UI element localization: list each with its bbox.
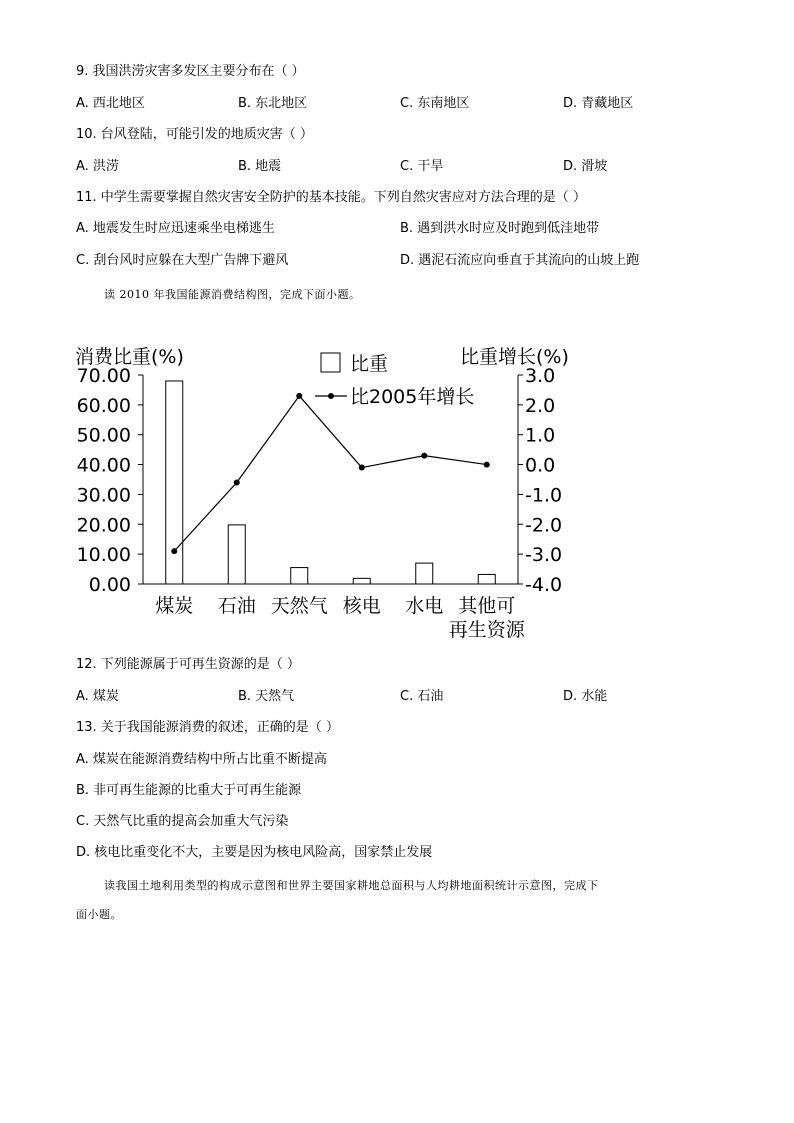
growth-point-6 (484, 462, 490, 468)
right-tick-label: -2.0 (525, 514, 563, 537)
next-section-intro-line-2: 面小题。 (76, 908, 122, 921)
right-tick-label: -3.0 (525, 544, 563, 567)
legend-bar-swatch (321, 353, 340, 372)
bar-3 (291, 568, 308, 584)
question-12-stem: 12. 下列能源属于可再生资源的是（ ） (76, 657, 300, 672)
q9-option-d: D. 青藏地区 (563, 96, 634, 111)
left-tick-label: 50.00 (76, 424, 131, 447)
growth-line (174, 396, 487, 551)
next-section-intro-line-1: 读我国土地利用类型的构成示意图和世界主要国家耕地总面积与人均耕地面积统计示意图，完成下 (104, 879, 599, 892)
chart-plot-area (77, 365, 562, 641)
question-13-stem: 13. 关于我国能源消费的叙述，正确的是（ ） (76, 720, 339, 735)
q11-option-b: B. 遇到洪水时应及时跑到低洼地带 (400, 221, 600, 236)
left-tick-label: 0.00 (88, 574, 131, 596)
category-label: 煤炭 (155, 595, 194, 617)
q13-option-d: D. 核电比重变化不大，主要是因为核电风险高，国家禁止发展 (76, 845, 433, 860)
q11-option-d: D. 遇泥石流应向垂直于其流向的山坡上跑 (400, 253, 640, 268)
bar-6 (478, 574, 495, 584)
q9-option-c: C. 东南地区 (400, 96, 470, 111)
left-tick-label: 20.00 (76, 514, 131, 537)
right-tick-label: 1.0 (525, 424, 556, 447)
left-tick-label: 10.00 (76, 544, 131, 567)
q12-option-d: D. 水能 (563, 689, 608, 704)
legend-line-marker (328, 393, 334, 399)
category-label: 其他可 (458, 595, 516, 617)
q11-option-a: A. 地震发生时应迅速乘坐电梯逃生 (76, 221, 275, 236)
question-9-stem: 9. 我国洪涝灾害多发区主要分布在（ ） (76, 64, 305, 79)
q12-option-c: C. 石油 (400, 689, 444, 704)
q13-option-a: A. 煤炭在能源消费结构中所占比重不断提高 (76, 752, 327, 767)
q11-option-c: C. 刮台风时应躲在大型广告牌下避风 (76, 253, 289, 268)
category-label: 石油 (217, 595, 256, 617)
q9-option-b: B. 东北地区 (238, 96, 308, 111)
growth-point-4 (359, 465, 365, 471)
right-tick-label: -1.0 (525, 484, 563, 507)
q13-option-c: C. 天然气比重的提高会加重大气污染 (76, 814, 289, 829)
chart-left-axis-label: 消费比重(%) (75, 346, 184, 368)
left-tick-label: 70.00 (76, 365, 131, 387)
growth-point-3 (296, 393, 302, 399)
question-10-stem: 10. 台风登陆，可能引发的地质灾害（ ） (76, 127, 313, 142)
right-tick-label: 0.0 (525, 454, 556, 477)
right-tick-label: 2.0 (525, 394, 556, 417)
q12-option-b: B. 天然气 (238, 689, 295, 704)
category-label: 核电 (342, 595, 381, 617)
legend-bar-label: 比重 (350, 353, 389, 375)
bar-4 (353, 578, 370, 584)
growth-point-5 (421, 453, 427, 459)
q10-option-d: D. 滑坡 (563, 159, 608, 174)
legend-line-label: 比2005年增长 (350, 386, 475, 408)
growth-point-2 (234, 479, 240, 485)
chart-intro-text: 读 2010 年我国能源消费结构图，完成下面小题。 (104, 288, 361, 301)
chart-right-axis-label: 比重增长(%) (460, 346, 569, 368)
bar-2 (228, 525, 245, 584)
category-label: 再生资源 (448, 619, 525, 641)
q13-option-b: B. 非可再生能源的比重大于可再生能源 (76, 783, 302, 798)
q10-option-a: A. 洪涝 (76, 159, 119, 174)
right-tick-label: -4.0 (525, 574, 563, 596)
q12-option-a: A. 煤炭 (76, 689, 119, 704)
question-11-stem: 11. 中学生需要掌握自然灾害安全防护的基本技能。下列自然灾害应对方法合理的是（ ） (76, 190, 586, 205)
left-tick-label: 40.00 (76, 454, 131, 477)
energy-consumption-chart (60, 338, 590, 648)
category-label: 天然气 (270, 595, 328, 617)
q9-option-a: A. 西北地区 (76, 96, 145, 111)
growth-point-1 (171, 548, 177, 554)
bar-5 (416, 563, 433, 584)
category-label: 水电 (405, 595, 444, 617)
q10-option-c: C. 干旱 (400, 159, 444, 174)
right-tick-label: 3.0 (525, 365, 556, 387)
q10-option-b: B. 地震 (238, 159, 282, 174)
left-tick-label: 60.00 (76, 394, 131, 417)
left-tick-label: 30.00 (76, 484, 131, 507)
